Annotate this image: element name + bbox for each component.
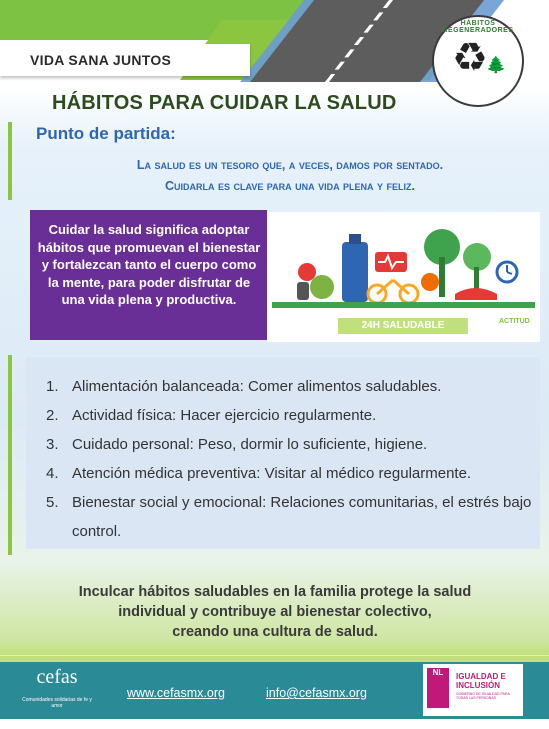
page-title: HÁBITOS PARA CUIDAR LA SALUD xyxy=(52,92,397,114)
list-item-number: 4. xyxy=(46,465,59,482)
apple-icon xyxy=(298,263,316,281)
illustration-banner: 24H SALUDABLE xyxy=(338,318,468,334)
logo-text: HÁBITOS REGENERADORES xyxy=(442,20,514,34)
closing-line-1: Inculcar hábitos saludables en la familia protege la salud xyxy=(78,584,472,600)
email-link[interactable]: info@cefasmx.org xyxy=(266,686,367,700)
intro-accent-bar xyxy=(8,122,12,200)
list-item-text: Atención médica preventiva: Visitar al médico regularmente. xyxy=(72,465,472,482)
list-item-number: 1. xyxy=(46,378,59,395)
list-item-text: Alimentación balanceada: Comer alimentos saludables. xyxy=(72,378,442,395)
tree-icon: 🌲 xyxy=(486,57,506,74)
habits-list xyxy=(46,372,536,546)
closing-message xyxy=(20,582,530,642)
header-label: VIDA SANA JUNTOS xyxy=(30,52,172,68)
intro-line-2: Cuidarla es clave para una vida plena y feliz. xyxy=(165,179,415,193)
list-item-text: Actividad física: Hacer ejercicio regularmente. xyxy=(72,407,377,424)
list-item-number: 3. xyxy=(46,436,59,453)
partner-nl-badge: NL xyxy=(427,668,449,708)
list-item xyxy=(46,488,536,546)
intro-heading: Punto de partida: xyxy=(36,124,176,143)
website-link[interactable]: www.cefasmx.org xyxy=(127,686,225,700)
closing-line-2: individual y contribuye al bienestar colectivo, xyxy=(118,604,432,620)
list-item xyxy=(46,459,536,488)
intro-text xyxy=(30,155,549,197)
closing-line-3: creando una cultura de salud. xyxy=(172,624,378,640)
list-item-text: Cuidado personal: Peso, dormir lo suficiente, higiene. xyxy=(72,436,428,453)
list-item-number: 5. xyxy=(46,494,59,511)
partner-title: IGUALDAD E INCLUSIÓN xyxy=(456,672,506,690)
water-bottle-icon xyxy=(342,242,368,302)
list-item-text: Bienestar social y emocional: Relaciones comunitarias, el estrés bajo control. xyxy=(72,494,532,540)
list-item xyxy=(46,401,536,430)
footer-accent-stripe xyxy=(0,656,549,662)
recycle-icon: ♻ xyxy=(452,36,488,80)
list-item-number: 2. xyxy=(46,407,59,424)
partner-subtitle: GOBIERNO DE IGUALDAD PARA TODAS LAS PERSONAS xyxy=(456,692,510,700)
list-accent-bar xyxy=(8,355,12,555)
cefas-tagline: Comunidades solidarias de fe y amor xyxy=(22,697,92,709)
illustration-brand: ACTITUD xyxy=(499,318,530,325)
list-item xyxy=(46,430,536,459)
dumbbell-icon xyxy=(297,282,309,300)
list-item xyxy=(46,372,536,401)
callout-text: Cuidar la salud significa adoptar hábitos que promuevan el bienestar y fortalezcan tanto el cuerpo como la mente, para poder disfrutar de una vida plena y productiva. xyxy=(37,222,261,307)
tree-icon xyxy=(463,243,491,271)
intro-line-1: La salud es un tesoro que, a veces, damos por sentado. xyxy=(136,158,444,172)
cefas-logo: cefas xyxy=(36,666,78,688)
